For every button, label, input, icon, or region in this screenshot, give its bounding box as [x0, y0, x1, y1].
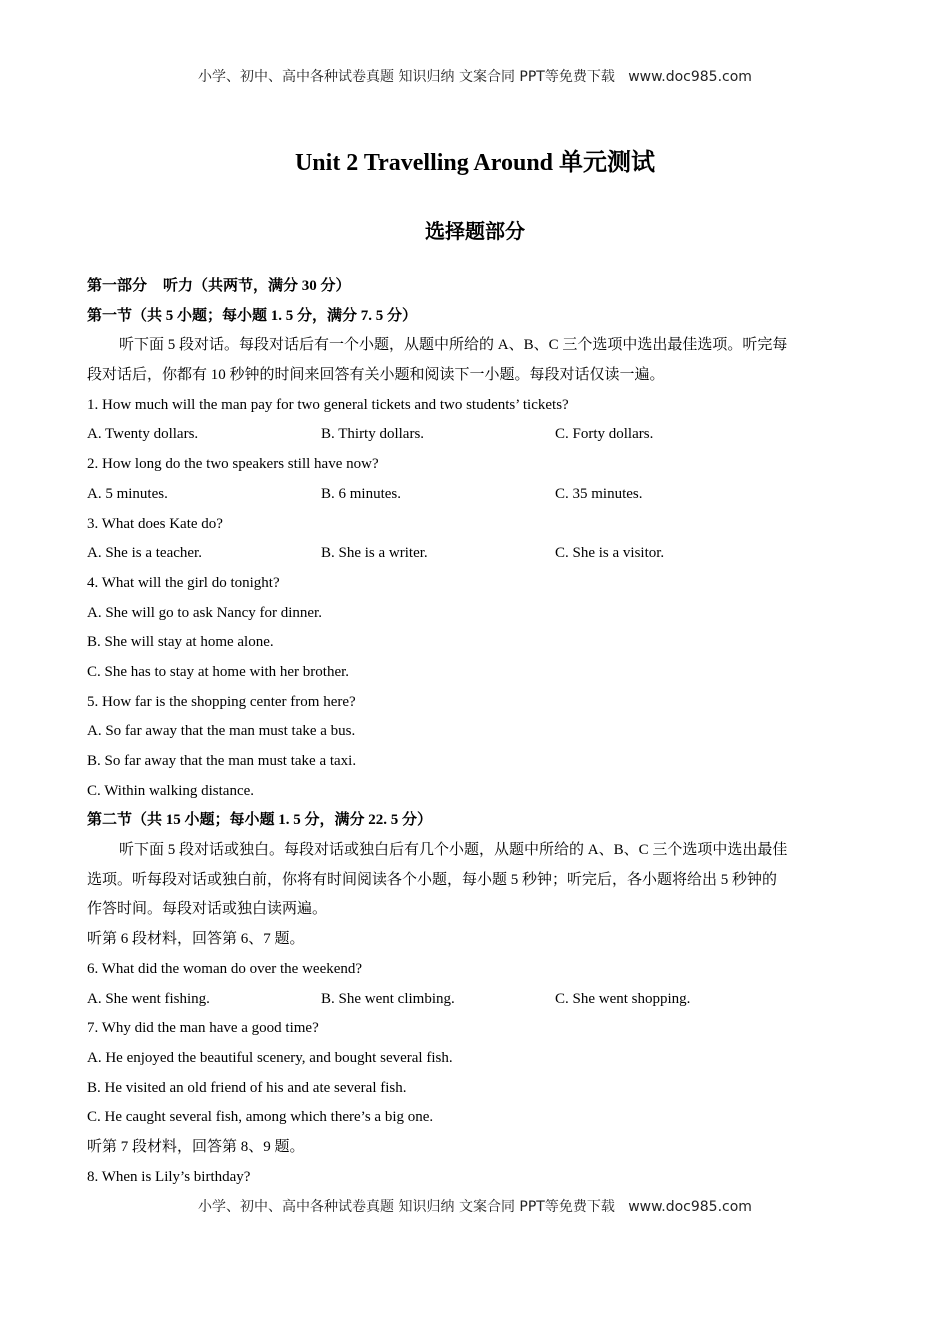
option-c: C. Forty dollars.: [555, 426, 654, 443]
part1-heading: [87, 272, 865, 302]
section2-instruction-line: 听下面 5 段对话或独白。每段对话或独白后有几个小题，从题中所给的 A、B、C 三个选项中选出最佳: [119, 842, 788, 859]
section1-instruction-line: 段对话后，你都有 10 秒钟的时间来回答有关小题和阅读下一小题。每段对话仅读一遍。: [87, 367, 665, 384]
question-8: 8. When is Lily’s birthday?: [87, 1168, 251, 1185]
material-7-note: 听第 7 段材料，回答第 8、9 题。: [87, 1138, 305, 1155]
option-b: B. 6 minutes.: [321, 485, 402, 502]
section2-instruction-line: 选项。听每段对话或独白前，你将有时间阅读各个小题，每小题 5 秒钟；听完后，各小题将给出 5 秒钟的: [87, 871, 778, 888]
question-2: 2. How long do the two speakers still have now?: [87, 456, 379, 473]
option-b: B. She went climbing.: [321, 990, 455, 1007]
option-b: B. Thirty dollars.: [321, 426, 425, 443]
question-2-options: [87, 480, 865, 510]
section1-instruction-line: 听下面 5 段对话。每段对话后有一个小题，从题中所给的 A、B、C 三个选项中选出最佳选项。听完每: [119, 337, 788, 354]
option-c: C. 35 minutes.: [555, 485, 643, 502]
page-header: [0, 66, 950, 86]
material-6-note: 听第 6 段材料，回答第 6、7 题。: [87, 931, 305, 948]
option-c: C. She is a visitor.: [555, 545, 665, 562]
footer-text: 小学、初中、高中各种试卷真题 知识归纳 文案合同 PPT等免费下载: [198, 1199, 615, 1215]
option-c: C. She has to stay at home with her brother.: [87, 663, 350, 680]
section2-heading: 第二节（共 15 小题；每小题 1. 5 分，满分 22. 5 分）: [87, 812, 433, 829]
option-b: B. So far away that the man must take a taxi.: [87, 753, 357, 769]
footer-site-link[interactable]: www.doc985.com: [628, 1199, 752, 1215]
document-content: [87, 272, 865, 1192]
page-title: Unit 2 Travelling Around 单元测试: [294, 150, 656, 176]
option-a: A. She is a teacher.: [87, 545, 202, 562]
part1-label: 第一部分: [87, 278, 148, 294]
page-footer: [0, 1196, 950, 1216]
option-b: B. She will stay at home alone.: [87, 634, 274, 651]
section1-heading: 第一节（共 5 小题；每小题 1. 5 分，满分 7. 5 分）: [87, 307, 418, 324]
option-a: A. So far away that the man must take a bus.: [87, 723, 356, 740]
option-a: A. She will go to ask Nancy for dinner.: [87, 604, 322, 621]
header-site-link[interactable]: www.doc985.com: [628, 69, 752, 85]
option-b: B. He visited an old friend of his and ate several fish.: [87, 1079, 407, 1096]
option-a: A. Twenty dollars.: [87, 426, 199, 443]
option-c: C. Within walking distance.: [87, 782, 255, 799]
option-a: A. 5 minutes.: [87, 485, 168, 502]
page-subtitle: 选择题部分: [425, 221, 525, 243]
question-1: 1. How much will the man pay for two general tickets and two students’ tickets?: [87, 396, 569, 413]
question-4: 4. What will the girl do tonight?: [87, 574, 280, 591]
question-6-options: [87, 985, 865, 1015]
option-c: C. He caught several fish, among which there’s a big one.: [87, 1109, 434, 1126]
option-a: A. He enjoyed the beautiful scenery, and bought several fish.: [87, 1049, 453, 1066]
part1-title: 听力（共两节，满分 30 分）: [163, 278, 351, 294]
question-3: 3. What does Kate do?: [87, 515, 223, 532]
question-1-options: [87, 420, 865, 450]
header-text: 小学、初中、高中各种试卷真题 知识归纳 文案合同 PPT等免费下载: [198, 69, 615, 85]
question-7: 7. Why did the man have a good time?: [87, 1020, 319, 1037]
question-6: 6. What did the woman do over the weekend?: [87, 960, 363, 977]
question-5: 5. How far is the shopping center from here?: [87, 693, 356, 710]
option-a: A. She went fishing.: [87, 990, 210, 1007]
question-3-options: [87, 539, 865, 569]
option-b: B. She is a writer.: [321, 545, 428, 562]
option-c: C. She went shopping.: [555, 990, 691, 1007]
section2-instruction-line: 作答时间。每段对话或独白读两遍。: [87, 901, 328, 918]
